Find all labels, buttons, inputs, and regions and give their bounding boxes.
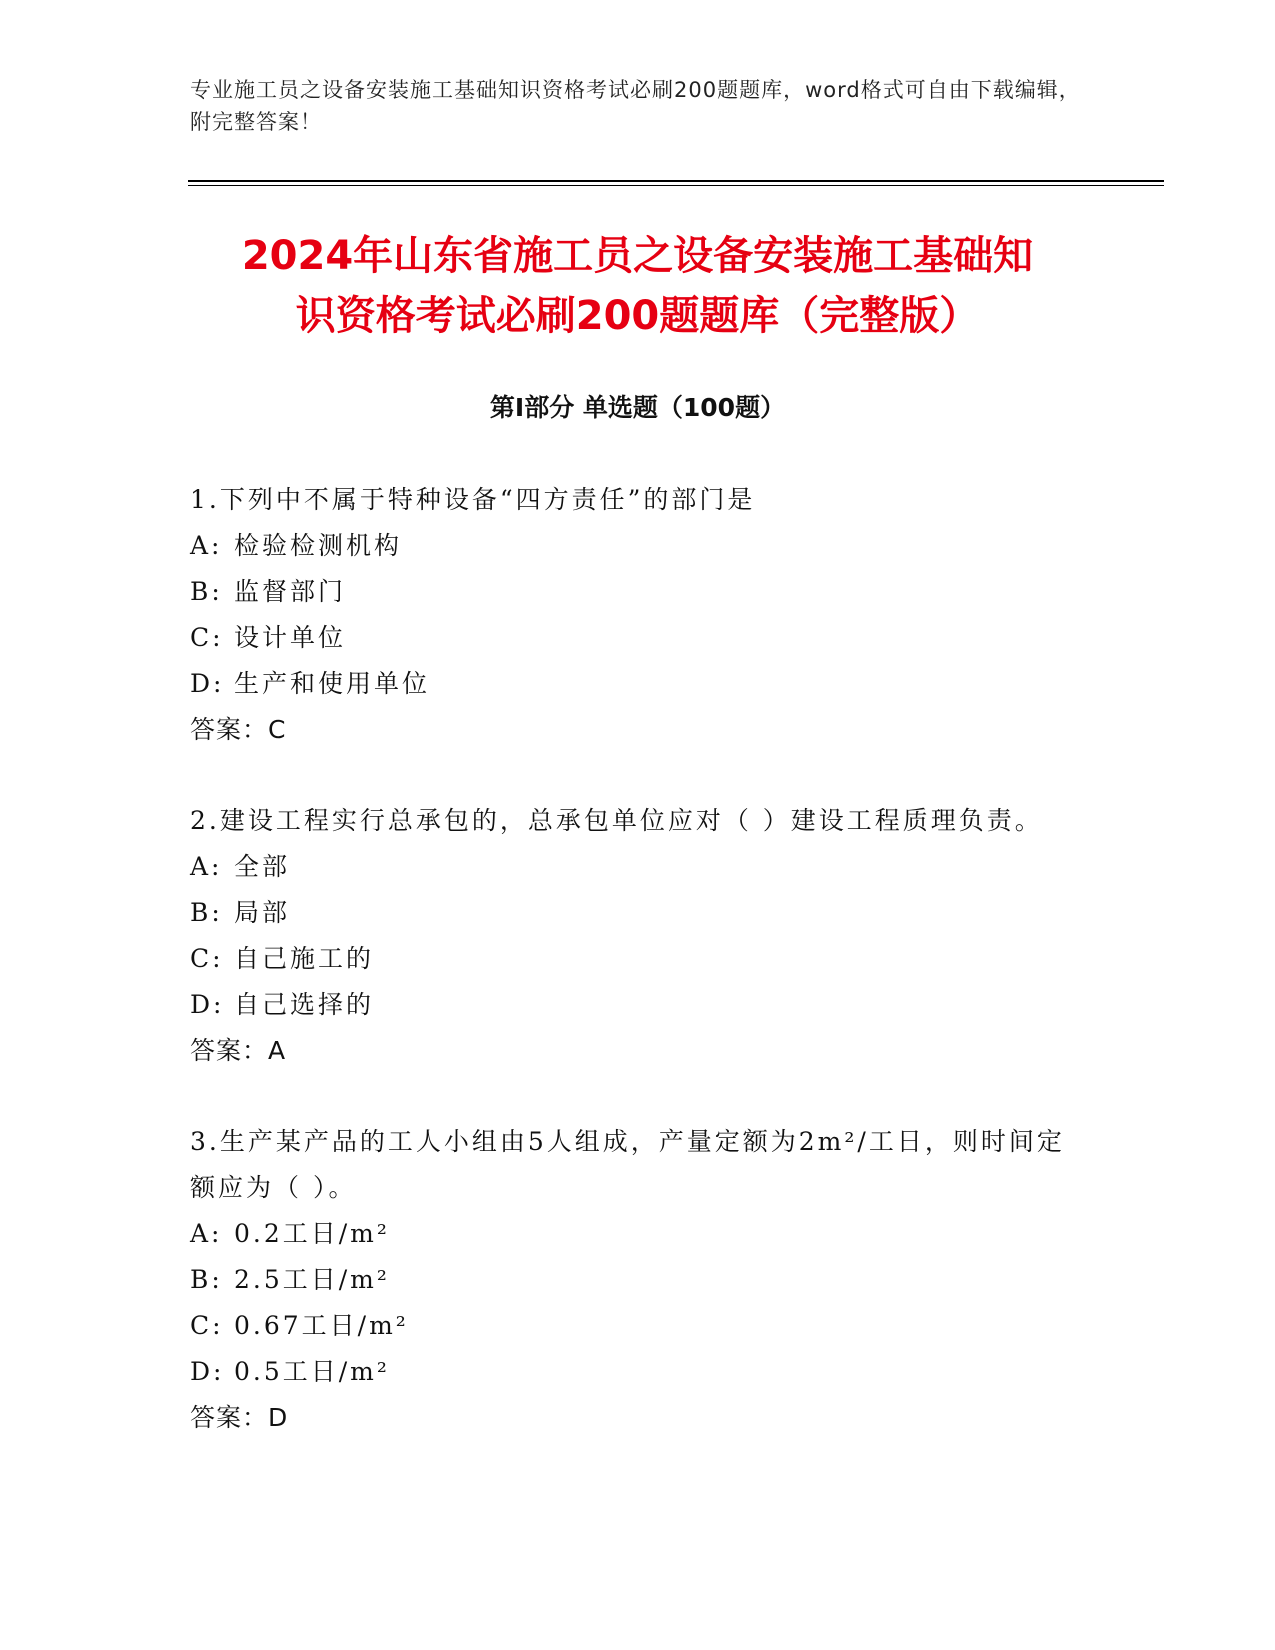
option-text: 生产和使用单位 (234, 669, 431, 698)
option-text: 2.5工日/m² (234, 1265, 390, 1294)
option-d (190, 661, 1090, 707)
option-letter: A: (190, 1219, 223, 1248)
option-a (190, 523, 1090, 569)
option-text: 全部 (234, 852, 291, 881)
option-letter: D: (190, 990, 225, 1019)
question-stem: 3.生产某产品的工人小组由5人组成，产量定额为2m²/工日，则时间定额应为（ ）。 (190, 1127, 1065, 1202)
option-letter: D: (190, 669, 225, 698)
header-divider-thin (188, 185, 1164, 186)
section-title: 第Ⅰ部分 单选题（100题） (489, 393, 786, 422)
option-letter: C: (190, 944, 224, 973)
option-letter: B: (190, 898, 223, 927)
option-text: 0.5工日/m² (234, 1357, 390, 1386)
option-c (190, 936, 1090, 982)
document-title (150, 226, 1125, 346)
question-stem: 2.建设工程实行总承包的，总承包单位应对（ ）建设工程质理负责。 (190, 806, 1043, 835)
option-text: 自己施工的 (234, 944, 375, 973)
option-letter: C: (190, 1311, 224, 1340)
option-c (190, 1303, 1090, 1349)
option-letter: B: (190, 1265, 223, 1294)
header-note: 专业施工员之设备安装施工基础知识资格考试必刷200题题库，word格式可自由下载编辑，附完整答案！ (190, 78, 1081, 134)
option-letter: A: (190, 852, 223, 881)
option-text: 0.67工日/m² (234, 1311, 409, 1340)
option-text: 自己选择的 (234, 990, 375, 1019)
option-b (190, 1257, 1090, 1303)
answer-line: 答案：D (190, 1403, 289, 1432)
question-1 (190, 477, 1090, 753)
header-divider-thick (188, 180, 1164, 182)
option-text: 监督部门 (234, 577, 347, 606)
document-title-line-1: 2024年山东省施工员之设备安装施工基础知 (241, 233, 1034, 279)
option-letter: C: (190, 623, 224, 652)
option-d (190, 982, 1090, 1028)
answer-line: 答案：A (190, 1036, 287, 1065)
option-letter: A: (190, 531, 223, 560)
option-d (190, 1349, 1090, 1395)
option-c (190, 615, 1090, 661)
option-text: 局部 (234, 898, 291, 927)
option-text: 检验检测机构 (234, 531, 403, 560)
question-3 (190, 1119, 1090, 1441)
option-letter: B: (190, 577, 223, 606)
question-stem: 1.下列中不属于特种设备“四方责任”的部门是 (190, 485, 756, 514)
option-letter: D: (190, 1357, 225, 1386)
option-text: 0.2工日/m² (234, 1219, 390, 1248)
option-a (190, 844, 1090, 890)
option-b (190, 890, 1090, 936)
document-title-line-2: 识资格考试必刷200题题库（完整版） (295, 293, 980, 339)
option-b (190, 569, 1090, 615)
question-2 (190, 798, 1090, 1074)
option-a (190, 1211, 1090, 1257)
option-text: 设计单位 (234, 623, 347, 652)
answer-line: 答案：C (190, 715, 287, 744)
